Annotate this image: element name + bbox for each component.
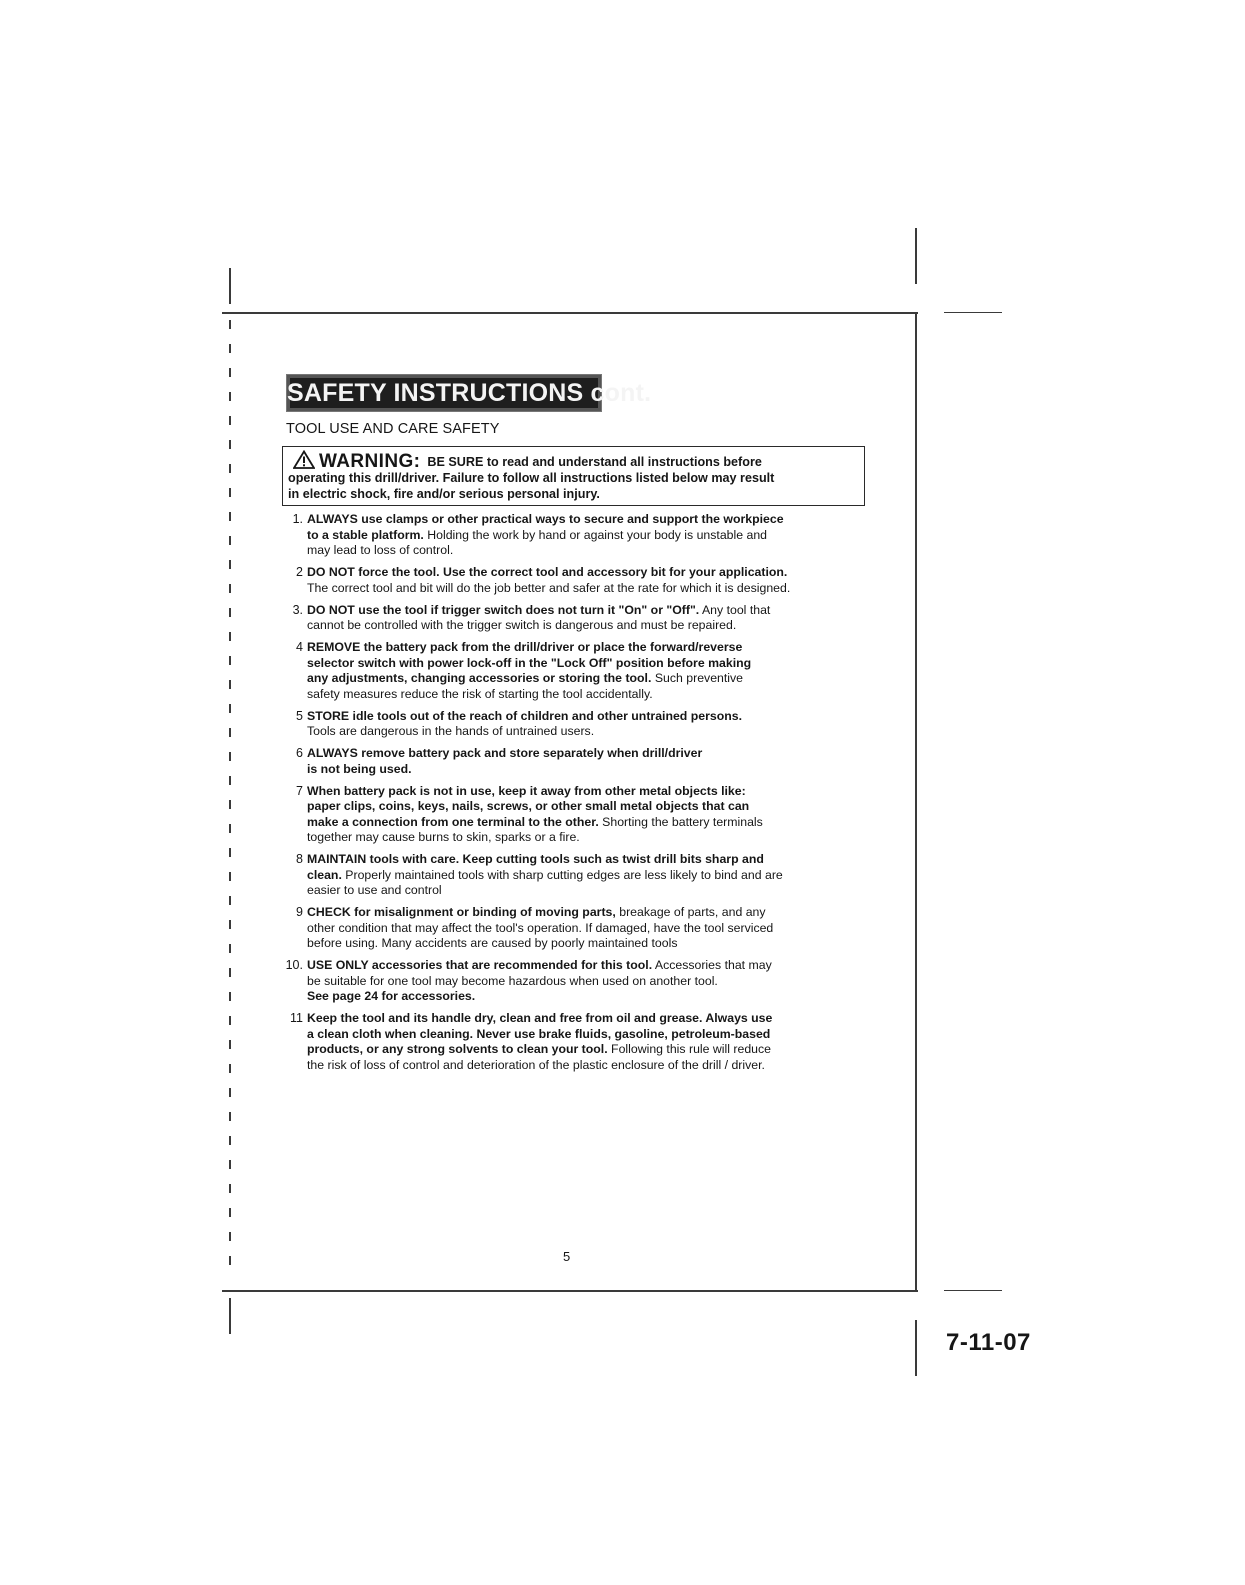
left-border-tick bbox=[229, 320, 231, 329]
safety-rule-number: 6 bbox=[296, 746, 303, 760]
safety-rule-item bbox=[280, 746, 880, 777]
safety-rule-line bbox=[307, 724, 880, 740]
emphasis-text: REMOVE the battery pack from the drill/driver or place the forward/reverse bbox=[307, 640, 743, 654]
safety-rule-line bbox=[307, 565, 880, 581]
safety-rule-line bbox=[307, 784, 880, 800]
left-border-tick bbox=[229, 704, 231, 713]
left-border-tick bbox=[229, 968, 231, 977]
emphasis-text: See page 24 for accessories. bbox=[307, 989, 476, 1003]
safety-rule-line bbox=[307, 1011, 880, 1027]
body-text: Accessories that may bbox=[652, 958, 772, 972]
left-border-tick bbox=[229, 824, 231, 833]
safety-rule-number: 1. bbox=[292, 512, 303, 526]
warning-line-1 bbox=[288, 450, 864, 470]
safety-rule-number: 7 bbox=[296, 783, 303, 798]
body-text: Properly maintained tools with sharp cutting edges are less likely to bind and are bbox=[341, 867, 783, 882]
warning-box bbox=[282, 446, 865, 506]
body-text: Such preventive bbox=[651, 671, 744, 685]
safety-rule-line bbox=[307, 709, 880, 725]
left-border-tick bbox=[229, 392, 231, 401]
body-text: Tools are dangerous in the hands of untrained users. bbox=[307, 724, 595, 738]
body-text: Shorting the battery terminals bbox=[598, 814, 763, 829]
safety-rule-line bbox=[307, 656, 880, 672]
left-border-tick bbox=[229, 1064, 231, 1073]
left-border-tick bbox=[229, 1112, 231, 1121]
safety-rule-item bbox=[280, 852, 880, 899]
emphasis-text: USE ONLY accessories that are recommended for this tool. bbox=[307, 958, 653, 972]
section-banner: SAFETY INSTRUCTIONS cont. bbox=[286, 374, 602, 412]
left-border-tick bbox=[229, 488, 231, 497]
left-border-tick bbox=[229, 344, 231, 353]
emphasis-text: to a stable platform. bbox=[307, 527, 424, 542]
safety-rule-number: 11 bbox=[290, 1011, 303, 1025]
safety-rule-line bbox=[307, 830, 880, 846]
emphasis-text: a clean cloth when cleaning. Never use brake fluids, gasoline, petroleum-based bbox=[307, 1026, 771, 1041]
body-text: before using. Many accidents are caused by poorly maintained tools bbox=[307, 936, 678, 950]
left-border-tick bbox=[229, 536, 231, 545]
safety-rule-line bbox=[307, 958, 880, 974]
safety-rule-item bbox=[280, 640, 880, 702]
left-bottom-crop-mark bbox=[229, 1298, 231, 1334]
safety-rule-item bbox=[280, 565, 880, 596]
warning-title: WARNING: bbox=[319, 451, 421, 472]
emphasis-text: is not being used. bbox=[307, 761, 412, 776]
left-border-tick bbox=[229, 632, 231, 641]
safety-rule-number: 5 bbox=[296, 708, 303, 723]
emphasis-text: products, or any strong solvents to clean your tool. bbox=[307, 1042, 608, 1056]
page-number: 5 bbox=[563, 1249, 571, 1264]
safety-rule-line bbox=[307, 581, 880, 597]
emphasis-text: CHECK for misalignment or binding of moving parts, bbox=[307, 905, 616, 919]
right-border-line bbox=[915, 312, 917, 1291]
safety-rule-number: 9 bbox=[296, 905, 303, 919]
safety-rule-line bbox=[307, 799, 880, 815]
body-text: together may cause burns to skin, sparks or a fire. bbox=[307, 830, 580, 844]
safety-rule-line bbox=[307, 852, 880, 868]
left-border-tick bbox=[229, 1088, 231, 1097]
safety-rule-line bbox=[307, 543, 880, 559]
left-border-tick bbox=[229, 584, 231, 593]
emphasis-text: DO NOT force the tool. Use the correct tool and accessory bit for your application. bbox=[307, 565, 788, 579]
safety-rule-number: 8 bbox=[296, 852, 303, 866]
right-bottom-crop-tick bbox=[944, 1290, 1002, 1291]
emphasis-text: STORE idle tools out of the reach of children and other untrained persons. bbox=[307, 708, 742, 723]
left-border-tick bbox=[229, 656, 231, 665]
emphasis-text: paper clips, coins, keys, nails, screws, or other small metal objects that can bbox=[307, 799, 750, 813]
safety-rule-number: 3. bbox=[292, 602, 303, 617]
left-border-tick bbox=[229, 848, 231, 857]
body-text: The correct tool and bit will do the job better and safer at the rate for which it is designed. bbox=[307, 580, 791, 595]
warning-triangle-icon bbox=[293, 450, 315, 469]
left-border-tick bbox=[229, 560, 231, 569]
left-border-tick bbox=[229, 776, 231, 785]
safety-rule-line bbox=[307, 905, 880, 921]
safety-rule-line bbox=[307, 868, 880, 884]
left-border-tick bbox=[229, 416, 231, 425]
left-border-tick bbox=[229, 1232, 231, 1241]
safety-rule-line bbox=[307, 640, 880, 656]
emphasis-text: ALWAYS use clamps or other practical ways to secure and support the workpiece bbox=[307, 512, 784, 526]
safety-rule-item bbox=[280, 709, 880, 740]
left-border-tick bbox=[229, 872, 231, 881]
document-date: 7-11-07 bbox=[946, 1329, 1031, 1356]
body-text: be suitable for one tool may become hazardous when used on another tool. bbox=[307, 973, 718, 988]
emphasis-text: When battery pack is not in use, keep it away from other metal objects like: bbox=[307, 783, 746, 798]
body-text: Any tool that bbox=[699, 602, 771, 617]
left-border-tick bbox=[229, 1160, 231, 1169]
safety-rule-number: 2 bbox=[296, 565, 303, 579]
safety-rule-item bbox=[280, 1011, 880, 1073]
left-border-tick bbox=[229, 1040, 231, 1049]
left-border-tick bbox=[229, 512, 231, 521]
emphasis-text: MAINTAIN tools with care. Keep cutting tools such as twist drill bits sharp and bbox=[307, 852, 764, 866]
safety-rule-line bbox=[307, 528, 880, 544]
left-border-tick bbox=[229, 1256, 231, 1265]
left-border-tick bbox=[229, 752, 231, 761]
safety-rule-number: 10. bbox=[285, 958, 303, 972]
left-border-tick bbox=[229, 992, 231, 1001]
safety-rule-line bbox=[307, 883, 880, 899]
body-text: the risk of loss of control and deterioration of the plastic enclosure of the drill / driver. bbox=[307, 1057, 765, 1072]
emphasis-text: make a connection from one terminal to the other. bbox=[307, 814, 599, 829]
emphasis-text: ALWAYS remove battery pack and store separately when drill/driver bbox=[307, 746, 703, 760]
safety-rule-line bbox=[307, 1027, 880, 1043]
body-text: may lead to loss of control. bbox=[307, 543, 454, 557]
safety-rule-number: 4 bbox=[296, 640, 303, 654]
left-border-tick bbox=[229, 1016, 231, 1025]
left-border-tick bbox=[229, 728, 231, 737]
body-text: other condition that may affect the tool's operation. If damaged, have the tool serviced bbox=[307, 920, 774, 935]
emphasis-text: any adjustments, changing accessories or storing the tool. bbox=[307, 671, 652, 685]
top-right-crop-mark bbox=[915, 228, 917, 284]
body-text: easier to use and control bbox=[307, 883, 442, 897]
safety-rule-line bbox=[307, 974, 880, 990]
warning-line-2: operating this drill/driver. Failure to follow all instructions listed below may result bbox=[288, 471, 775, 485]
left-border-tick bbox=[229, 896, 231, 905]
bottom-border-line bbox=[222, 1290, 918, 1292]
safety-rule-line bbox=[307, 1058, 880, 1074]
left-border-tick bbox=[229, 440, 231, 449]
safety-rule-line bbox=[307, 746, 880, 762]
top-border-line bbox=[222, 312, 918, 314]
safety-rule-line bbox=[307, 687, 880, 703]
safety-rule-item bbox=[280, 958, 880, 1005]
left-border-tick bbox=[229, 920, 231, 929]
safety-rule-line bbox=[307, 512, 880, 528]
safety-rule-line bbox=[307, 762, 880, 778]
left-border-tick bbox=[229, 800, 231, 809]
safety-rule-item bbox=[280, 905, 880, 952]
emphasis-text: clean. bbox=[307, 867, 342, 882]
safety-rule-line bbox=[307, 671, 880, 687]
safety-rule-line bbox=[307, 618, 880, 634]
body-text: safety measures reduce the risk of starting the tool accidentally. bbox=[307, 686, 653, 701]
section-heading: TOOL USE AND CARE SAFETY bbox=[286, 421, 500, 437]
safety-rule-line bbox=[307, 1042, 880, 1058]
right-top-crop-tick bbox=[944, 312, 1002, 313]
warning-text: BE SURE to read and understand all instructions before bbox=[427, 455, 762, 469]
safety-rule-list bbox=[280, 512, 880, 1080]
left-border-tick bbox=[229, 1208, 231, 1217]
emphasis-text: DO NOT use the tool if trigger switch does not turn it "On" or "Off". bbox=[307, 602, 700, 617]
safety-rule-item bbox=[280, 603, 880, 634]
safety-rule-line bbox=[307, 921, 880, 937]
body-text: breakage of parts, and any bbox=[615, 905, 766, 919]
body-text: cannot be controlled with the trigger switch is dangerous and must be repaired. bbox=[307, 618, 737, 632]
left-top-crop-mark bbox=[229, 268, 231, 304]
left-border-tick bbox=[229, 368, 231, 377]
body-text: Holding the work by hand or against your body is unstable and bbox=[423, 527, 768, 542]
body-text: Following this rule will reduce bbox=[607, 1042, 771, 1056]
safety-rule-line bbox=[307, 603, 880, 619]
bottom-right-crop-mark bbox=[915, 1320, 917, 1376]
left-border-tick bbox=[229, 1184, 231, 1193]
safety-rule-line bbox=[307, 936, 880, 952]
safety-rule-line bbox=[307, 989, 880, 1005]
left-border-tick bbox=[229, 464, 231, 473]
safety-rule-item bbox=[280, 512, 880, 559]
safety-rule-line bbox=[307, 815, 880, 831]
left-border-tick bbox=[229, 1136, 231, 1145]
left-border-tick bbox=[229, 608, 231, 617]
emphasis-text: selector switch with power lock-off in the "Lock Off" position before making bbox=[307, 655, 752, 670]
warning-line-3: in electric shock, fire and/or serious personal injury. bbox=[288, 487, 600, 501]
safety-rule-item bbox=[280, 784, 880, 846]
emphasis-text: Keep the tool and its handle dry, clean and free from oil and grease. Always use bbox=[307, 1011, 773, 1025]
left-border-tick bbox=[229, 680, 231, 689]
left-border-tick bbox=[229, 944, 231, 953]
